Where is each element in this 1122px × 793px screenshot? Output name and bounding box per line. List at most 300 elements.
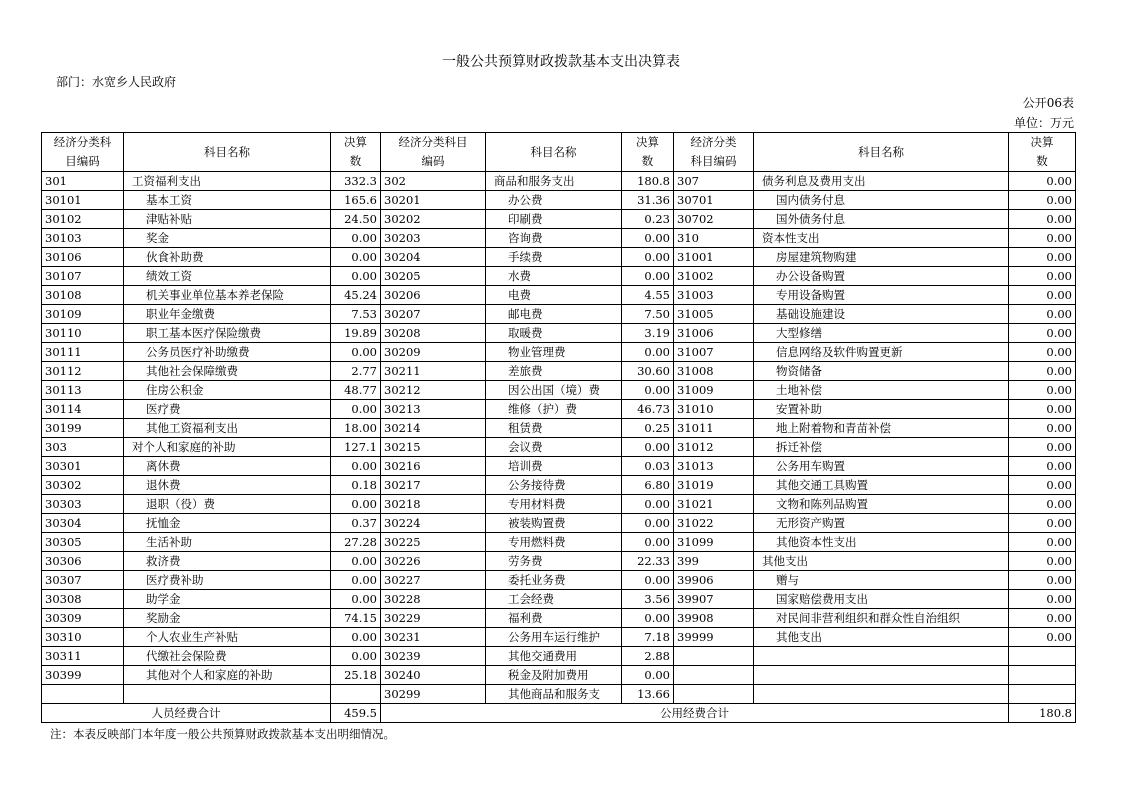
- name-cell: 专用设备购置: [754, 286, 1009, 305]
- public-total-label: 公用经费合计: [381, 704, 1009, 723]
- amount-cell: 0.00: [1009, 400, 1076, 419]
- amount-cell: 0.00: [1009, 438, 1076, 457]
- code-cell: 30309: [42, 609, 124, 628]
- amount-cell: 0.00: [331, 343, 381, 362]
- unit-label: 单位：万元: [1013, 116, 1074, 130]
- code-cell: 30106: [42, 248, 124, 267]
- table-row: [42, 590, 1076, 609]
- table-row: [42, 343, 1076, 362]
- name-cell: 物业管理费: [486, 343, 622, 362]
- amount-cell: 0.00: [622, 514, 674, 533]
- name-cell: 救济费: [124, 552, 331, 571]
- code-cell: 30111: [42, 343, 124, 362]
- code-cell: 307: [674, 172, 754, 191]
- name-cell: 其他对个人和家庭的补助: [124, 666, 331, 685]
- code-cell: 30108: [42, 286, 124, 305]
- amount-cell: 22.33: [622, 552, 674, 571]
- col-header-name-3: 科目名称: [754, 133, 1009, 172]
- amount-cell: 332.3: [331, 172, 381, 191]
- amount-cell: 24.50: [331, 210, 381, 229]
- amount-cell: 127.1: [331, 438, 381, 457]
- code-cell: 30226: [381, 552, 486, 571]
- code-cell: 30201: [381, 191, 486, 210]
- name-cell: 其他交通工具购置: [754, 476, 1009, 495]
- code-cell: 30112: [42, 362, 124, 381]
- amount-cell: 27.28: [331, 533, 381, 552]
- col-header-code-2: 经济分类科目 编码: [381, 133, 486, 172]
- name-cell: 工会经费: [486, 590, 622, 609]
- col-header-amount-2: 决算 数: [622, 133, 674, 172]
- amount-cell: 0.00: [1009, 533, 1076, 552]
- col-header-name-1: 科目名称: [124, 133, 331, 172]
- table-row: [42, 362, 1076, 381]
- table-row: [42, 438, 1076, 457]
- code-cell: 30310: [42, 628, 124, 647]
- name-cell: 对民间非营利组织和群众性自治组织: [754, 609, 1009, 628]
- amount-cell: 0.00: [331, 457, 381, 476]
- code-cell: 31002: [674, 267, 754, 286]
- code-cell: 30101: [42, 191, 124, 210]
- amount-cell: 0.00: [331, 647, 381, 666]
- code-cell: 31099: [674, 533, 754, 552]
- amount-cell: 0.00: [331, 229, 381, 248]
- name-cell: 国内债务付息: [754, 191, 1009, 210]
- name-cell: 其他商品和服务支: [486, 685, 622, 704]
- name-cell: 伙食补助费: [124, 248, 331, 267]
- code-cell: 30216: [381, 457, 486, 476]
- name-cell: 福利费: [486, 609, 622, 628]
- name-cell: 奖励金: [124, 609, 331, 628]
- totals-row: [42, 704, 1076, 723]
- amount-cell: 48.77: [331, 381, 381, 400]
- name-cell: 国外债务付息: [754, 210, 1009, 229]
- name-cell: 基本工资: [124, 191, 331, 210]
- amount-cell: 0.00: [1009, 343, 1076, 362]
- name-cell: 债务利息及费用支出: [754, 172, 1009, 191]
- code-cell: 399: [674, 552, 754, 571]
- amount-cell: 0.00: [622, 267, 674, 286]
- amount-cell: 0.00: [1009, 305, 1076, 324]
- col-header-amount-1: 决算 数: [331, 133, 381, 172]
- amount-cell: 0.00: [1009, 248, 1076, 267]
- name-cell: 租赁费: [486, 419, 622, 438]
- table-row: [42, 666, 1076, 685]
- amount-cell: 0.00: [622, 533, 674, 552]
- code-cell: 31008: [674, 362, 754, 381]
- name-cell: 绩效工资: [124, 267, 331, 286]
- amount-cell: 0.00: [331, 400, 381, 419]
- public-total-value: 180.8: [1009, 704, 1076, 723]
- amount-cell: 74.15: [331, 609, 381, 628]
- code-cell: 302: [381, 172, 486, 191]
- amount-cell: 0.00: [622, 229, 674, 248]
- code-cell: 30217: [381, 476, 486, 495]
- name-cell: 房屋建筑物购建: [754, 248, 1009, 267]
- code-cell: 31019: [674, 476, 754, 495]
- name-cell: [124, 685, 331, 704]
- footnote: 注：本表反映部门本年度一般公共预算财政拨款基本支出明细情况。: [50, 727, 395, 741]
- name-cell: 物资储备: [754, 362, 1009, 381]
- table-row: [42, 229, 1076, 248]
- name-cell: 赠与: [754, 571, 1009, 590]
- name-cell: 手续费: [486, 248, 622, 267]
- amount-cell: 0.03: [622, 457, 674, 476]
- col-header-name-2: 科目名称: [486, 133, 622, 172]
- name-cell: 大型修缮: [754, 324, 1009, 343]
- table-row: [42, 419, 1076, 438]
- table-row: [42, 286, 1076, 305]
- form-number: 公开06表: [1022, 96, 1074, 110]
- code-cell: 30109: [42, 305, 124, 324]
- code-cell: 30114: [42, 400, 124, 419]
- table-row: [42, 628, 1076, 647]
- name-cell: 津贴补贴: [124, 210, 331, 229]
- table-row: [42, 514, 1076, 533]
- code-cell: [674, 666, 754, 685]
- name-cell: 退休费: [124, 476, 331, 495]
- code-cell: 30702: [674, 210, 754, 229]
- code-cell: 30311: [42, 647, 124, 666]
- table-row: [42, 248, 1076, 267]
- amount-cell: 13.66: [622, 685, 674, 704]
- code-cell: 30113: [42, 381, 124, 400]
- code-cell: 31005: [674, 305, 754, 324]
- code-cell: 30206: [381, 286, 486, 305]
- name-cell: 生活补助: [124, 533, 331, 552]
- code-cell: 30306: [42, 552, 124, 571]
- amount-cell: [331, 685, 381, 704]
- amount-cell: 0.00: [331, 495, 381, 514]
- table-row: [42, 533, 1076, 552]
- name-cell: 专用材料费: [486, 495, 622, 514]
- amount-cell: 3.56: [622, 590, 674, 609]
- table-row: [42, 609, 1076, 628]
- code-cell: 30208: [381, 324, 486, 343]
- name-cell: 代缴社会保险费: [124, 647, 331, 666]
- name-cell: [754, 685, 1009, 704]
- amount-cell: 165.6: [331, 191, 381, 210]
- amount-cell: 0.00: [1009, 628, 1076, 647]
- code-cell: 30209: [381, 343, 486, 362]
- name-cell: 对个人和家庭的补助: [124, 438, 331, 457]
- amount-cell: 6.80: [622, 476, 674, 495]
- code-cell: 31022: [674, 514, 754, 533]
- col-header-code-1: 经济分类科 目编码: [42, 133, 124, 172]
- code-cell: 30213: [381, 400, 486, 419]
- name-cell: 商品和服务支出: [486, 172, 622, 191]
- amount-cell: 0.00: [331, 248, 381, 267]
- name-cell: 印刷费: [486, 210, 622, 229]
- name-cell: 税金及附加费用: [486, 666, 622, 685]
- code-cell: [42, 685, 124, 704]
- code-cell: 30110: [42, 324, 124, 343]
- name-cell: 其他支出: [754, 628, 1009, 647]
- code-cell: 30102: [42, 210, 124, 229]
- amount-cell: 0.00: [1009, 172, 1076, 191]
- table-row: [42, 571, 1076, 590]
- amount-cell: 0.00: [1009, 571, 1076, 590]
- amount-cell: 19.89: [331, 324, 381, 343]
- code-cell: 30228: [381, 590, 486, 609]
- table-row: [42, 191, 1076, 210]
- amount-cell: 0.00: [1009, 210, 1076, 229]
- name-cell: 资本性支出: [754, 229, 1009, 248]
- amount-cell: 0.23: [622, 210, 674, 229]
- table-row: [42, 324, 1076, 343]
- name-cell: 取暖费: [486, 324, 622, 343]
- code-cell: [674, 647, 754, 666]
- amount-cell: 7.50: [622, 305, 674, 324]
- code-cell: 30218: [381, 495, 486, 514]
- name-cell: 差旅费: [486, 362, 622, 381]
- amount-cell: 0.00: [1009, 286, 1076, 305]
- name-cell: 国家赔偿费用支出: [754, 590, 1009, 609]
- name-cell: 拆迁补偿: [754, 438, 1009, 457]
- name-cell: 工资福利支出: [124, 172, 331, 191]
- name-cell: 其他社会保障缴费: [124, 362, 331, 381]
- name-cell: 因公出国（境）费: [486, 381, 622, 400]
- table-row: [42, 476, 1076, 495]
- amount-cell: 0.00: [1009, 229, 1076, 248]
- amount-cell: 0.00: [1009, 381, 1076, 400]
- code-cell: 31006: [674, 324, 754, 343]
- code-cell: 30399: [42, 666, 124, 685]
- amount-cell: 0.00: [1009, 495, 1076, 514]
- code-cell: 30211: [381, 362, 486, 381]
- code-cell: 30231: [381, 628, 486, 647]
- table-row: [42, 552, 1076, 571]
- name-cell: 信息网络及软件购置更新: [754, 343, 1009, 362]
- table-row: [42, 495, 1076, 514]
- name-cell: 医疗费补助: [124, 571, 331, 590]
- code-cell: 31012: [674, 438, 754, 457]
- code-cell: 30214: [381, 419, 486, 438]
- amount-cell: 0.00: [331, 571, 381, 590]
- name-cell: 机关事业单位基本养老保险: [124, 286, 331, 305]
- amount-cell: 0.00: [1009, 362, 1076, 381]
- amount-cell: 0.00: [1009, 609, 1076, 628]
- amount-cell: 0.00: [622, 248, 674, 267]
- name-cell: 公务用车购置: [754, 457, 1009, 476]
- code-cell: 30205: [381, 267, 486, 286]
- name-cell: 咨询费: [486, 229, 622, 248]
- page-title: 一般公共预算财政拨款基本支出决算表: [442, 54, 680, 70]
- code-cell: 39907: [674, 590, 754, 609]
- amount-cell: 0.00: [622, 495, 674, 514]
- table-row: [42, 172, 1076, 191]
- code-cell: 310: [674, 229, 754, 248]
- name-cell: 职业年金缴费: [124, 305, 331, 324]
- code-cell: 30240: [381, 666, 486, 685]
- code-cell: 30207: [381, 305, 486, 324]
- code-cell: 30308: [42, 590, 124, 609]
- name-cell: 助学金: [124, 590, 331, 609]
- col-header-amount-3: 决算 数: [1009, 133, 1076, 172]
- amount-cell: 0.00: [331, 628, 381, 647]
- amount-cell: 0.00: [1009, 191, 1076, 210]
- amount-cell: 0.00: [1009, 514, 1076, 533]
- code-cell: 31001: [674, 248, 754, 267]
- table-row: [42, 381, 1076, 400]
- amount-cell: 0.18: [331, 476, 381, 495]
- amount-cell: 25.18: [331, 666, 381, 685]
- name-cell: 医疗费: [124, 400, 331, 419]
- amount-cell: 0.00: [622, 438, 674, 457]
- amount-cell: 18.00: [331, 419, 381, 438]
- name-cell: 培训费: [486, 457, 622, 476]
- amount-cell: 0.00: [622, 571, 674, 590]
- name-cell: 安置补助: [754, 400, 1009, 419]
- name-cell: 办公设备购置: [754, 267, 1009, 286]
- name-cell: 其他资本性支出: [754, 533, 1009, 552]
- name-cell: 地上附着物和青苗补偿: [754, 419, 1009, 438]
- name-cell: 电费: [486, 286, 622, 305]
- amount-cell: 0.00: [1009, 552, 1076, 571]
- table-row: [42, 685, 1076, 704]
- code-cell: 30239: [381, 647, 486, 666]
- amount-cell: 0.00: [1009, 419, 1076, 438]
- name-cell: 无形资产购置: [754, 514, 1009, 533]
- name-cell: 奖金: [124, 229, 331, 248]
- name-cell: 专用燃料费: [486, 533, 622, 552]
- code-cell: 30224: [381, 514, 486, 533]
- code-cell: 31013: [674, 457, 754, 476]
- code-cell: 30701: [674, 191, 754, 210]
- header-row: [42, 133, 1076, 172]
- amount-cell: 0.00: [622, 666, 674, 685]
- amount-cell: 0.00: [331, 590, 381, 609]
- name-cell: 公务接待费: [486, 476, 622, 495]
- name-cell: 基础设施建设: [754, 305, 1009, 324]
- code-cell: 39906: [674, 571, 754, 590]
- code-cell: 31011: [674, 419, 754, 438]
- amount-cell: 0.00: [622, 343, 674, 362]
- name-cell: 会议费: [486, 438, 622, 457]
- name-cell: 维修（护）费: [486, 400, 622, 419]
- code-cell: 31010: [674, 400, 754, 419]
- amount-cell: 7.18: [622, 628, 674, 647]
- amount-cell: 2.77: [331, 362, 381, 381]
- name-cell: 劳务费: [486, 552, 622, 571]
- amount-cell: 31.36: [622, 191, 674, 210]
- amount-cell: 0.00: [622, 381, 674, 400]
- amount-cell: [1009, 685, 1076, 704]
- amount-cell: 0.25: [622, 419, 674, 438]
- code-cell: 30225: [381, 533, 486, 552]
- amount-cell: 0.37: [331, 514, 381, 533]
- amount-cell: 45.24: [331, 286, 381, 305]
- name-cell: 文物和陈列品购置: [754, 495, 1009, 514]
- table-row: [42, 647, 1076, 666]
- name-cell: 土地补偿: [754, 381, 1009, 400]
- code-cell: 30202: [381, 210, 486, 229]
- table-row: [42, 267, 1076, 286]
- amount-cell: [1009, 666, 1076, 685]
- code-cell: 39999: [674, 628, 754, 647]
- code-cell: 30229: [381, 609, 486, 628]
- name-cell: 水费: [486, 267, 622, 286]
- amount-cell: 0.00: [622, 609, 674, 628]
- name-cell: 办公费: [486, 191, 622, 210]
- code-cell: 30303: [42, 495, 124, 514]
- code-cell: 30204: [381, 248, 486, 267]
- amount-cell: 30.60: [622, 362, 674, 381]
- name-cell: 离休费: [124, 457, 331, 476]
- name-cell: 邮电费: [486, 305, 622, 324]
- amount-cell: [1009, 647, 1076, 666]
- code-cell: 39908: [674, 609, 754, 628]
- name-cell: 委托业务费: [486, 571, 622, 590]
- department-label: 部门：水宽乡人民政府: [56, 75, 177, 89]
- code-cell: 30107: [42, 267, 124, 286]
- code-cell: 30212: [381, 381, 486, 400]
- personnel-total-label: 人员经费合计: [42, 704, 331, 723]
- code-cell: 30203: [381, 229, 486, 248]
- table-body: [42, 172, 1076, 704]
- code-cell: [674, 685, 754, 704]
- code-cell: 31007: [674, 343, 754, 362]
- table-row: [42, 305, 1076, 324]
- amount-cell: 2.88: [622, 647, 674, 666]
- code-cell: 30215: [381, 438, 486, 457]
- amount-cell: 3.19: [622, 324, 674, 343]
- code-cell: 31003: [674, 286, 754, 305]
- amount-cell: 0.00: [1009, 590, 1076, 609]
- amount-cell: 46.73: [622, 400, 674, 419]
- code-cell: 31009: [674, 381, 754, 400]
- amount-cell: 0.00: [1009, 476, 1076, 495]
- name-cell: 住房公积金: [124, 381, 331, 400]
- name-cell: 其他支出: [754, 552, 1009, 571]
- code-cell: 30305: [42, 533, 124, 552]
- name-cell: 职工基本医疗保险缴费: [124, 324, 331, 343]
- table-row: [42, 210, 1076, 229]
- code-cell: 30199: [42, 419, 124, 438]
- code-cell: 30299: [381, 685, 486, 704]
- table-row: [42, 457, 1076, 476]
- code-cell: 301: [42, 172, 124, 191]
- amount-cell: 0.00: [1009, 324, 1076, 343]
- name-cell: 被装购置费: [486, 514, 622, 533]
- amount-cell: 0.00: [331, 267, 381, 286]
- code-cell: 30302: [42, 476, 124, 495]
- code-cell: 30304: [42, 514, 124, 533]
- name-cell: 退职（役）费: [124, 495, 331, 514]
- amount-cell: 4.55: [622, 286, 674, 305]
- code-cell: 30301: [42, 457, 124, 476]
- personnel-total-value: 459.5: [331, 704, 381, 723]
- amount-cell: 7.53: [331, 305, 381, 324]
- col-header-code-3: 经济分类 科目编码: [674, 133, 754, 172]
- name-cell: 其他工资福利支出: [124, 419, 331, 438]
- name-cell: 其他交通费用: [486, 647, 622, 666]
- code-cell: 30307: [42, 571, 124, 590]
- code-cell: 31021: [674, 495, 754, 514]
- name-cell: 个人农业生产补贴: [124, 628, 331, 647]
- amount-cell: 0.00: [331, 552, 381, 571]
- name-cell: 公务员医疗补助缴费: [124, 343, 331, 362]
- table-row: [42, 400, 1076, 419]
- code-cell: 30103: [42, 229, 124, 248]
- amount-cell: 180.8: [622, 172, 674, 191]
- code-cell: 30227: [381, 571, 486, 590]
- code-cell: 303: [42, 438, 124, 457]
- name-cell: [754, 647, 1009, 666]
- amount-cell: 0.00: [1009, 267, 1076, 286]
- expenditure-table: [41, 132, 1076, 723]
- name-cell: 公务用车运行维护: [486, 628, 622, 647]
- name-cell: 抚恤金: [124, 514, 331, 533]
